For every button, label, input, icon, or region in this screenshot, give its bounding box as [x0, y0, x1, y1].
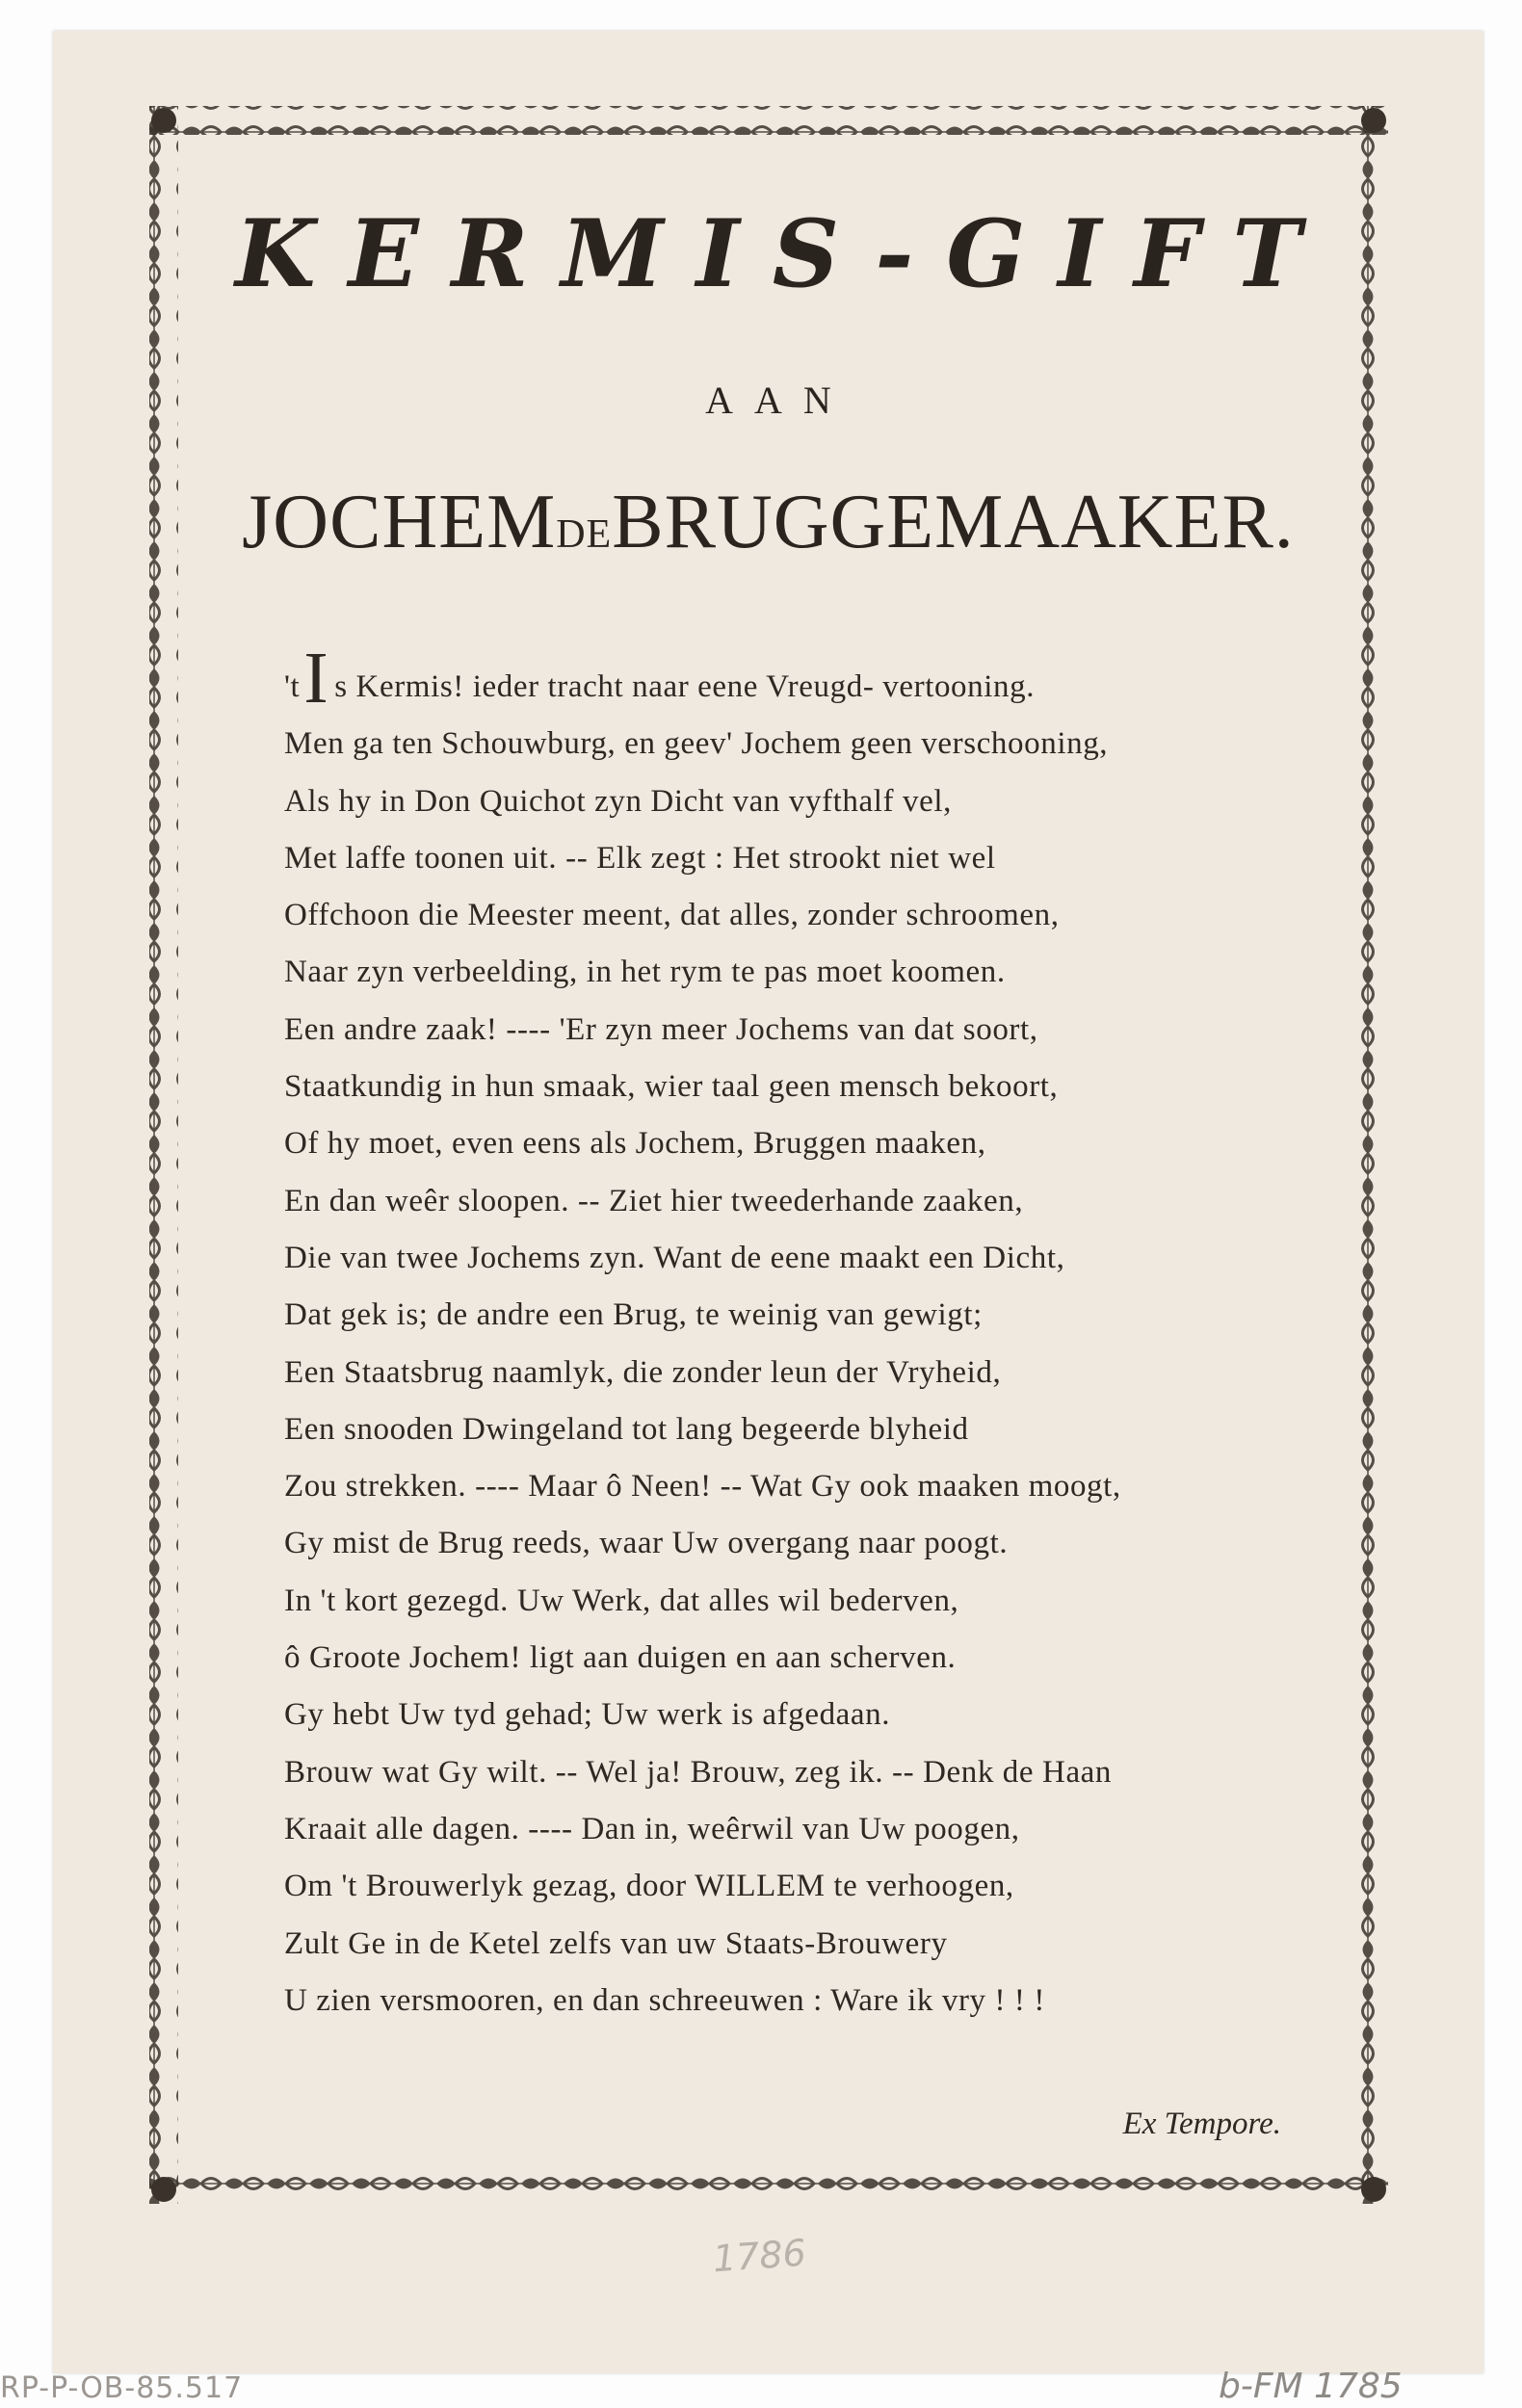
catalog-number: RP-P-OB-85.517 [0, 2371, 244, 2405]
poem-line-text: s Kermis! ieder tracht naar eene Vreugd- vertooning. [334, 669, 1036, 704]
poem-line: Gy hebt Uw tyd gehad; Uw werk is afgedaan. [284, 1697, 891, 1733]
poem-line: En dan weêr sloopen. -- Ziet hier tweederhande zaaken, [284, 1183, 1024, 1218]
poem-body [284, 638, 1353, 2029]
poem-line: Staatkundig in hun smaak, wier taal geen mensch bekoort, [284, 1069, 1059, 1105]
poem-line: Om 't Brouwerlyk gezag, door WILLEM te verhoogen, [284, 1869, 1014, 1904]
document-subtitle: AAN [705, 379, 853, 422]
poem-line [284, 638, 1353, 719]
poem-line: In 't kort gezegd. Uw Werk, dat alles wil bederven, [284, 1583, 959, 1618]
poem-line: Een snooden Dwingeland tot lang begeerde blyheid [284, 1411, 969, 1447]
poem-line: Zou strekken. ---- Maar ô Neen! -- Wat Gy ook maaken moogt, [284, 1469, 1121, 1505]
addressee-last-name: BRUGGEMAAKER. [612, 480, 1295, 564]
addressee-heading [53, 479, 1483, 566]
poem-line: Kraait alle dagen. ---- Dan in, weêrwil van Uw poogen, [284, 1811, 1020, 1846]
poem-line: Naar zyn verbeelding, in het rym te pas moet koomen. [284, 955, 1006, 990]
poem-line: Een Staatsbrug naamlyk, die zonder leun der Vryheid, [284, 1354, 1002, 1390]
catalog-stamp: b-FM 1785 [1219, 2367, 1403, 2406]
poem-line: Brouw wat Gy wilt. -- Wel ja! Brouw, zeg ik. -- Denk de Haan [284, 1754, 1113, 1790]
poem-line: Offchoon die Meester meent, dat alles, zonder schroomen, [284, 898, 1060, 933]
addressee-first-name: JOCHEM [242, 480, 557, 564]
addressee-particle: DE [556, 512, 613, 557]
poem-line: Een andre zaak! ---- 'Er zyn meer Jochems van dat soort, [284, 1011, 1038, 1047]
drop-cap: I [303, 638, 329, 719]
poem-line: Of hy moet, even eens als Jochem, Bruggen maaken, [284, 1126, 986, 1162]
first-line-prefix: 't [284, 669, 301, 704]
signature: Ex Tempore. [1122, 2107, 1281, 2141]
document-title: KERMIS-GIFT [235, 199, 1334, 308]
print-sheet [53, 31, 1483, 2373]
poem-line: Men ga ten Schouwburg, en geev' Jochem geen verschooning, [284, 726, 1109, 762]
poem-line: Als hy in Don Quichot zyn Dicht van vyfthalf vel, [284, 783, 952, 819]
poem-line: Zult Ge in de Ketel zelfs van uw Staats-Brouwery [284, 1925, 948, 1961]
poem-line: Die van twee Jochems zyn. Want de eene maakt een Dicht, [284, 1240, 1065, 1275]
pencil-date-note: 1786 [711, 2231, 808, 2281]
poem-line: U zien versmooren, en dan schreeuwen : Ware ik vry ! ! ! [284, 1982, 1045, 2018]
poem-line: Met laffe toonen uit. -- Elk zegt : Het strookt niet wel [284, 840, 996, 876]
poem-line: Dat gek is; de andre een Brug, te weinig van gewigt; [284, 1297, 983, 1333]
poem-line: ô Groote Jochem! ligt aan duigen en aan scherven. [284, 1640, 957, 1676]
poem-line: Gy mist de Brug reeds, waar Uw overgang naar poogt. [284, 1526, 1009, 1561]
